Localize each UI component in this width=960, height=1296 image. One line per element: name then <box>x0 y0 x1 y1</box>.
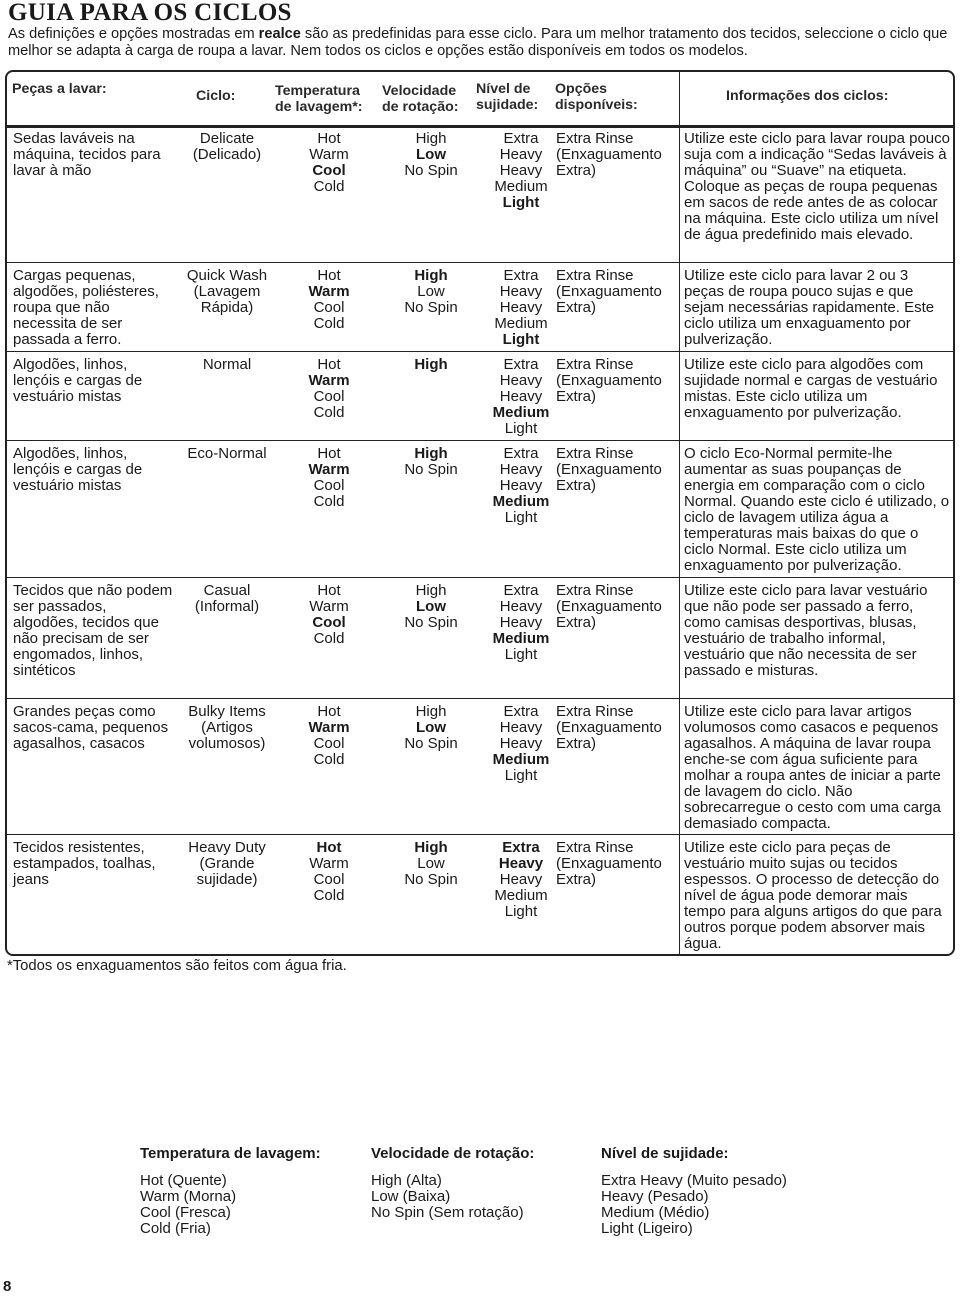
soil-cell-line: Heavy <box>499 461 543 478</box>
cycle-table <box>5 70 955 956</box>
soil-cell-line: Heavy <box>498 855 544 872</box>
legend-heading: Nível de sujidade: <box>601 1145 729 1162</box>
intro-text: As definições e opções mostradas em realce são as predefinidas para esse ciclo. Para um melhor tratamento dos tecidos, seleccione o ciclo que melhor se adapta à carga de roupa a lavar. Nem todos os ciclos e opções estão disponíveis em todos os modelos. <box>8 26 948 59</box>
temperature-cell-line: Hot <box>317 582 341 599</box>
info-cell <box>684 446 950 574</box>
temperature-cell-line: Warm <box>309 855 349 872</box>
temperature-cell-line: Warm <box>308 372 350 389</box>
legend-heading: Temperatura de lavagem: <box>140 1145 321 1162</box>
soil-cell <box>482 446 560 526</box>
spin-cell <box>380 357 482 373</box>
soil-cell-line: Heavy <box>499 735 543 752</box>
temperature-cell <box>278 268 380 332</box>
soil-cell <box>482 840 560 920</box>
temperature-cell <box>278 357 380 421</box>
legend-item: Heavy (Pesado) <box>601 1188 709 1205</box>
legend-item: Warm (Morna) <box>140 1188 237 1205</box>
info-cell-line: Utilize este ciclo para lavar 2 ou 3 peças de roupa pouco sujas e que sejam necessárias rapidamente. Este ciclo utiliza um enxaguamento por pulverização. <box>684 267 935 348</box>
spin-cell-line: No Spin <box>404 871 458 888</box>
options-cell <box>556 131 676 179</box>
spin-cell-line: High <box>414 356 448 373</box>
options-cell-line: (Enxaguamento <box>556 598 662 615</box>
header-options: Opções disponíveis: <box>555 81 638 113</box>
items-cell-line: Tecidos que não podem ser passados, algodões, tecidos que não precisam de ser engomados, linhos, sintéticos <box>13 582 173 679</box>
temperature-cell-line: Cold <box>313 751 345 768</box>
temperature-cell-line: Cool <box>313 871 345 888</box>
legend-item: Cold (Fria) <box>140 1220 211 1237</box>
options-cell <box>556 268 676 316</box>
temperature-cell-line: Cool <box>313 299 345 316</box>
items-cell <box>13 704 173 752</box>
legend-temperature <box>140 1146 321 1237</box>
temperature-cell-line: Cold <box>313 493 345 510</box>
options-cell-line: (Enxaguamento <box>556 719 662 736</box>
soil-cell <box>482 357 560 437</box>
cycle-cell-line: (Lavagem <box>193 283 261 300</box>
soil-cell-line: Medium <box>492 404 550 421</box>
cycle-cell <box>176 583 278 615</box>
items-cell-line: Algodões, linhos, lençóis e cargas de vestuário mistas <box>13 356 143 405</box>
temperature-cell-line: Hot <box>317 356 341 373</box>
options-cell-line: Extra Rinse <box>556 356 634 373</box>
cycle-cell <box>176 840 278 888</box>
spin-cell-line: High <box>415 130 447 147</box>
options-cell-line: Extra) <box>556 477 597 494</box>
footnote: *Todos os enxaguamentos são feitos com água fria. <box>7 958 347 974</box>
temperature-cell-line: Warm <box>309 146 349 163</box>
temperature-cell-line: Cold <box>313 315 345 332</box>
soil-cell-line: Heavy <box>499 719 543 736</box>
soil-cell-line: Heavy <box>499 871 543 888</box>
temperature-cell <box>278 131 380 195</box>
cycle-cell-line: volumosos) <box>188 735 266 752</box>
options-cell-line: Extra Rinse <box>556 130 634 147</box>
info-cell <box>684 357 950 421</box>
soil-cell-line: Light <box>504 903 538 920</box>
cycle-cell-line: (Delicado) <box>192 146 262 163</box>
legend-soil <box>601 1146 787 1237</box>
spin-cell <box>380 840 482 888</box>
options-cell-line: Extra) <box>556 871 597 888</box>
temperature-cell-line: Cool <box>312 614 346 631</box>
soil-cell-line: Medium <box>492 630 550 647</box>
items-cell <box>13 131 173 179</box>
options-cell-line: (Enxaguamento <box>556 372 662 389</box>
temperature-cell-line: Hot <box>317 445 341 462</box>
spin-cell-line: High <box>414 445 448 462</box>
info-cell <box>684 583 950 679</box>
soil-cell-line: Heavy <box>499 372 543 389</box>
header-items: Peças a lavar: <box>12 81 107 97</box>
soil-cell-line: Heavy <box>499 598 543 615</box>
cycle-cell-line: (Artigos <box>201 719 253 736</box>
options-cell-line: (Enxaguamento <box>556 283 662 300</box>
soil-cell-line: Medium <box>494 887 548 904</box>
legend-item: Cool (Fresca) <box>140 1204 231 1221</box>
soil-cell-line: Heavy <box>499 388 543 405</box>
soil-cell <box>482 131 560 211</box>
spin-cell-line: Low <box>417 283 445 300</box>
options-cell-line: Extra Rinse <box>556 703 634 720</box>
info-cell-line: Utilize este ciclo para peças de vestuário muito sujas ou tecidos espessos. O processo de detecção do nível de água pode demorar mais tempo para alguns artigos do que para outros porque podem absorver mais água. <box>684 839 942 952</box>
options-cell-line: (Enxaguamento <box>556 855 662 872</box>
soil-cell <box>482 704 560 784</box>
temperature-cell-line: Warm <box>309 598 349 615</box>
soil-cell-line: Heavy <box>499 614 543 631</box>
soil-cell-line: Light <box>502 331 540 348</box>
spin-cell-line: High <box>415 582 447 599</box>
spin-cell-line: No Spin <box>404 162 458 179</box>
temperature-cell-line: Hot <box>317 267 341 284</box>
legend-item: Low (Baixa) <box>371 1188 451 1205</box>
row-divider <box>7 262 953 263</box>
header-divider <box>7 125 953 128</box>
cycle-cell-line: Eco-Normal <box>187 445 267 462</box>
cycle-cell <box>176 446 278 462</box>
info-column-divider <box>679 72 680 954</box>
cycle-cell-line: (Informal) <box>194 598 260 615</box>
options-cell-line: Extra Rinse <box>556 267 634 284</box>
info-cell <box>684 131 950 243</box>
cycle-cell-line: (Grande <box>199 855 255 872</box>
options-cell-line: (Enxaguamento <box>556 461 662 478</box>
soil-cell <box>482 583 560 663</box>
options-cell <box>556 357 676 405</box>
spin-cell-line: No Spin <box>404 735 458 752</box>
row-divider <box>7 577 953 578</box>
soil-cell-line: Light <box>504 767 538 784</box>
info-cell-line: Utilize este ciclo para lavar roupa pouco suja com a indicação “Sedas laváveis à máquina” ou “Suave” na etiqueta. Coloque as peças de roupa pequenas em sacos de rede antes de as colocar na máquina. Este ciclo utiliza um nível de água predefinido mais elevado. <box>684 130 950 243</box>
legend-item: No Spin (Sem rotação) <box>371 1204 524 1221</box>
row-divider <box>7 834 953 835</box>
options-cell <box>556 446 676 494</box>
soil-cell-line: Light <box>504 509 538 526</box>
items-cell-line: Sedas laváveis na máquina, tecidos para lavar à mão <box>13 130 161 179</box>
items-cell-line: Grandes peças como sacos-cama, pequenos agasalhos, casacos <box>13 703 169 752</box>
items-cell-line: Cargas pequenas, algodões, poliésteres, roupa que não necessita de ser passada a ferro. <box>13 267 159 348</box>
options-cell-line: Extra Rinse <box>556 445 634 462</box>
info-cell-line: Utilize este ciclo para lavar vestuário que não pode ser passado a ferro, como camisas desportivas, blusas, vestuário de trabalho informal, vestuário que não necessita de ser passado e misturas. <box>684 582 928 679</box>
items-cell-line: Algodões, linhos, lençóis e cargas de vestuário mistas <box>13 445 143 494</box>
spin-cell-line: Low <box>416 598 446 615</box>
spin-cell-line: High <box>414 839 448 856</box>
soil-cell <box>482 268 560 348</box>
items-cell-line: Tecidos resistentes, estampados, toalhas, jeans <box>13 839 156 888</box>
soil-cell-line: Extra <box>503 445 539 462</box>
temperature-cell-line: Cool <box>313 735 345 752</box>
spin-cell <box>380 446 482 478</box>
info-cell <box>684 268 950 348</box>
options-cell-line: Extra) <box>556 388 597 405</box>
cycle-cell-line: Heavy Duty <box>188 839 266 856</box>
options-cell-line: Extra Rinse <box>556 839 634 856</box>
spin-cell <box>380 268 482 316</box>
info-cell <box>684 704 950 832</box>
options-cell-line: Extra) <box>556 735 597 752</box>
spin-cell-line: No Spin <box>404 461 458 478</box>
cycle-cell-line: Normal <box>202 356 252 373</box>
legend-item: Hot (Quente) <box>140 1172 227 1189</box>
info-cell-line: Utilize este ciclo para lavar artigos volumosos como casacos e pequenos agasalhos. A máquina de lavar roupa enche-se com água suficiente para molhar a roupa antes de iniciar a parte de lavagem do ciclo. Não sobrecarregue o cesto com uma carga demasiado compacta. <box>684 703 941 832</box>
soil-cell-line: Light <box>504 420 538 437</box>
items-cell <box>13 268 173 348</box>
cycle-cell <box>176 357 278 373</box>
page-title: GUIA PARA OS CICLOS <box>8 0 292 26</box>
temperature-cell-line: Cold <box>313 887 345 904</box>
soil-cell-line: Heavy <box>499 283 543 300</box>
options-cell-line: Extra Rinse <box>556 582 634 599</box>
options-cell-line: (Enxaguamento <box>556 146 662 163</box>
temperature-cell <box>278 583 380 647</box>
cycle-cell-line: sujidade) <box>196 871 258 888</box>
cycle-cell <box>176 131 278 163</box>
header-info: Informações dos ciclos: <box>726 88 889 104</box>
spin-cell-line: No Spin <box>404 614 458 631</box>
info-cell-line: Utilize este ciclo para algodões com sujidade normal e cargas de vestuário mistas. Este ciclo utiliza um enxaguamento por pulverização. <box>684 356 938 421</box>
info-cell <box>684 840 950 952</box>
info-cell-line: O ciclo Eco-Normal permite-lhe aumentar as suas poupanças de energia em comparação com o ciclo Normal. Quando este ciclo é utilizado, o ciclo de lavagem utiliza água a temperaturas mais baixas do que o ciclo Normal. Este ciclo utiliza um enxaguamento por pulverização. <box>684 445 950 574</box>
soil-cell-line: Extra <box>503 582 539 599</box>
items-cell <box>13 357 173 405</box>
soil-cell-line: Medium <box>492 493 550 510</box>
temperature-cell-line: Hot <box>317 130 341 147</box>
items-cell <box>13 446 173 494</box>
soil-cell-line: Light <box>502 194 540 211</box>
soil-cell-line: Extra <box>502 839 540 856</box>
temperature-cell-line: Warm <box>308 461 350 478</box>
soil-cell-line: Medium <box>494 178 548 195</box>
temperature-cell-line: Warm <box>308 719 350 736</box>
spin-cell-line: High <box>415 703 447 720</box>
header-temperature: Temperatura de lavagem*: <box>275 83 363 115</box>
page-number: 8 <box>3 1278 12 1295</box>
temperature-cell-line: Cold <box>313 404 345 421</box>
row-divider <box>7 351 953 352</box>
temperature-cell-line: Warm <box>308 283 350 300</box>
cycle-cell-line: Delicate <box>199 130 255 147</box>
legend-spin <box>371 1146 534 1221</box>
header-spin: Velocidade de rotação: <box>382 83 459 115</box>
legend-item: Medium (Médio) <box>601 1204 710 1221</box>
options-cell <box>556 840 676 888</box>
spin-cell-line: Low <box>416 146 446 163</box>
temperature-cell <box>278 840 380 904</box>
soil-cell-line: Extra <box>503 267 539 284</box>
options-cell-line: Extra) <box>556 162 597 179</box>
temperature-cell-line: Cool <box>312 162 346 179</box>
temperature-cell <box>278 704 380 768</box>
spin-cell <box>380 704 482 752</box>
temperature-cell-line: Cold <box>313 630 345 647</box>
cycle-cell <box>176 704 278 752</box>
row-divider <box>7 698 953 699</box>
legend-item: High (Alta) <box>371 1172 442 1189</box>
soil-cell-line: Extra <box>503 703 539 720</box>
cycle-cell-line: Rápida) <box>200 299 254 316</box>
legend-heading: Velocidade de rotação: <box>371 1145 535 1162</box>
spin-cell-line: Low <box>417 855 445 872</box>
spin-cell-line: No Spin <box>404 299 458 316</box>
soil-cell-line: Heavy <box>499 146 543 163</box>
legend-item: Light (Ligeiro) <box>601 1220 693 1237</box>
options-cell-line: Extra) <box>556 299 597 316</box>
row-divider <box>7 440 953 441</box>
soil-cell-line: Heavy <box>499 299 543 316</box>
spin-cell-line: High <box>414 267 448 284</box>
temperature-cell-line: Cool <box>313 477 345 494</box>
soil-cell-line: Extra <box>503 356 539 373</box>
temperature-cell <box>278 446 380 510</box>
soil-cell-line: Light <box>504 646 538 663</box>
options-cell <box>556 583 676 631</box>
temperature-cell-line: Hot <box>317 703 341 720</box>
cycle-cell-line: Bulky Items <box>188 703 266 720</box>
options-cell-line: Extra) <box>556 614 597 631</box>
items-cell <box>13 840 173 888</box>
soil-cell-line: Extra <box>503 130 539 147</box>
cycle-cell-line: Casual <box>203 582 251 599</box>
items-cell <box>13 583 173 679</box>
spin-cell-line: Low <box>416 719 446 736</box>
options-cell <box>556 704 676 752</box>
soil-cell-line: Medium <box>492 751 550 768</box>
spin-cell <box>380 583 482 631</box>
legend-item: Extra Heavy (Muito pesado) <box>601 1172 787 1189</box>
header-cycle: Ciclo: <box>196 88 236 104</box>
cycle-cell <box>176 268 278 316</box>
cycle-cell-line: Quick Wash <box>186 267 268 284</box>
soil-cell-line: Medium <box>494 315 548 332</box>
temperature-cell-line: Hot <box>316 839 342 856</box>
soil-cell-line: Heavy <box>499 477 543 494</box>
temperature-cell-line: Cold <box>313 178 345 195</box>
temperature-cell-line: Cool <box>313 388 345 405</box>
header-soil: Nível de sujidade: <box>476 81 539 113</box>
spin-cell <box>380 131 482 179</box>
soil-cell-line: Heavy <box>499 162 543 179</box>
